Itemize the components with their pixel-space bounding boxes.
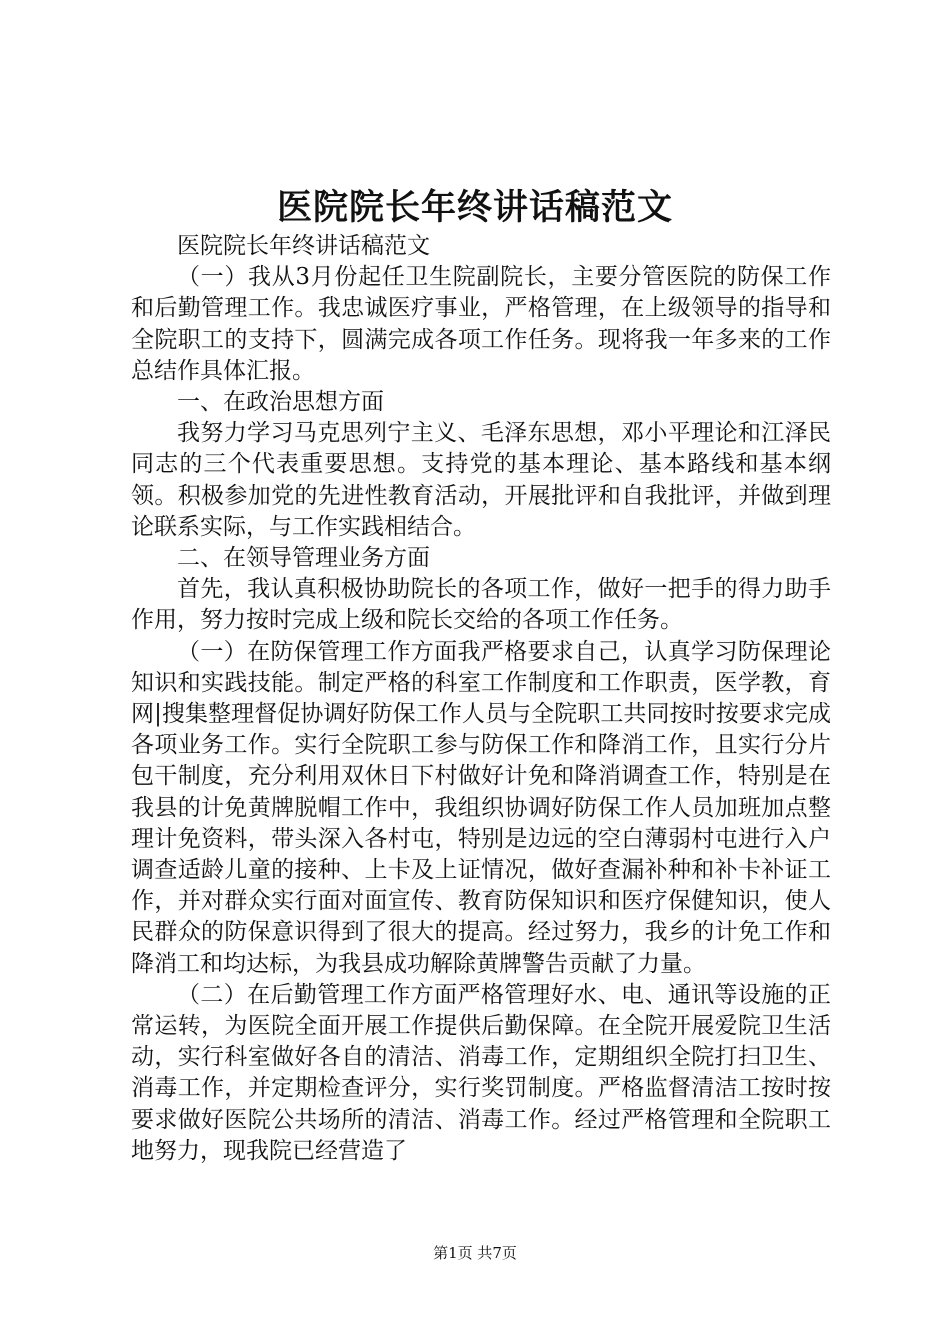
section-heading-political: 一、在政治思想方面 — [177, 389, 384, 416]
paragraph-subtitle: 医院院长年终讲话稿范文 — [177, 233, 430, 259]
paragraph-political: 我努力学习马克思列宁主义、毛泽东思想，邓小平理论和江泽民同志的三个代表重要思想。支持党的基本理论、基本路线和基本纲领。积极参加党的先进性教育活动，开展批评和自我批评，并做到理论联系实际，与工作实践相结合。 — [131, 420, 831, 540]
document-title: 医院院长年终讲话稿范文 — [276, 187, 673, 228]
document-body — [131, 231, 831, 1167]
paragraph-logistics: （二）在后勤管理工作方面严格管理好水、电、通讯等设施的正常运转，为医院全面开展工作提供后勤保障。在全院开展爱院卫生活动，实行科室做好各自的清洁、消毒工作，定期组织全院打扫卫生、消毒工作，并定期检查评分，实行奖罚制度。严格监督清洁工按时按要求做好医院公共场所的清洁、消毒工作。经过严格管理和全院职工地努力，现我院已经营造了 — [131, 981, 831, 1164]
paragraph-management: 首先，我认真积极协助院长的各项工作，做好一把手的得力助手作用，努力按时完成上级和院长交给的各项工作任务。 — [131, 576, 831, 634]
section-heading-management: 二、在领导管理业务方面 — [177, 545, 430, 572]
paragraph-epidemic-prevention: （一）在防保管理工作方面我严格要求自己，认真学习防保理论知识和实践技能。制定严格的科室工作制度和工作职责，医学教，育网|搜集整理督促协调好防保工作人员与全院职工共同按时按要求完成各项业务工作。实行全院职工参与防保工作和降消工作，且实行分片包干制度，充分利用双休日下村做好计免和降消调查工作，特别是在我县的计免黄牌脱帽工作中，我组织协调好防保工作人员加班加点整理计免资料，带头深入各村屯，特别是边远的空白薄弱村屯进行入户调查适龄儿童的接种、上卡及上证情况，做好查漏补种和补卡补证工作，并对群众实行面对面宣传、教育防保知识和医疗保健知识，使人民群众的防保意识得到了很大的提高。经过努力，我乡的计免工作和降消工和均达标，为我县成功解除黄牌警告贡献了力量。 — [131, 638, 831, 977]
page-number-footer: 第1页 共7页 — [433, 1244, 517, 1262]
paragraph-intro: （一）我从3月份起任卫生院副院长，主要分管医院的防保工作和后勤管理工作。我忠诚医疗事业，严格管理，在上级领导的指导和全院职工的支持下，圆满完成各项工作任务。现将我一年多来的工作总结作具体汇报。 — [131, 264, 831, 384]
